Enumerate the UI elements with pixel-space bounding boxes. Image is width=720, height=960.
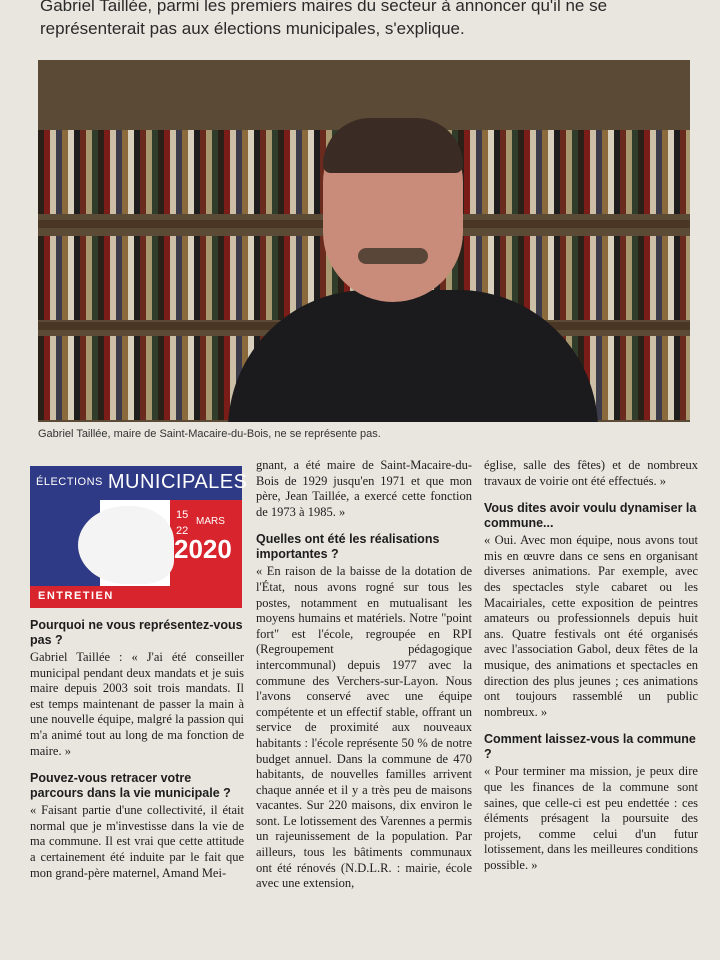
answer-3: « En raison de la baisse de la dotation de l'État, nous avons rogné sur tous les postes, notamment en mutualisant les moyens humains et matériels. Notre "point fort" est l'école, regroupée en RPI (Regroupement pédagogique intercommunal) depuis 1977 avec la commune des Verchers-sur-Layon. Nous l'avons conservé avec une équipe compétente et un effectif stable, offrant un service de proximité aux nouveaux habitants : l'école représente 50 % de notre budget annuel. Dans la commune de 470 habitants, de nouvelles familles arrivent chaque année et il y a très peu de maisons vacantes. Sur 220 maisons, dix environ le sont. Le lotissement des Varennes a permis un rajeunissement de la population. Par ailleurs, tous les bâtiments communaux ont été rénovés (N.D.L.R. : mairie, école avec une extension, xyxy=(256,564,472,891)
answer-2: « Faisant partie d'une collectivité, il était normal que je m'investisse dans la vie de ma commune. Il est vrai que cette attitude a certainement été induite par le fait que mon grand-père maternel, Amand Mei- xyxy=(30,803,244,880)
article-intro: Gabriel Taillée, parmi les premiers maires du secteur à annoncer qu'il ne se représenterait pas aux élections municipales, s'explique. xyxy=(40,0,608,38)
question-4: Vous dites avoir voulu dynamiser la commune... xyxy=(484,501,697,531)
logo-date-start: 15 xyxy=(176,509,189,521)
photo-caption: Gabriel Taillée, maire de Saint-Macaire-du-Bois, ne se représente pas. xyxy=(38,428,381,440)
question-1: Pourquoi ne vous représentez-vous pas ? xyxy=(30,618,243,647)
person-mustache xyxy=(358,248,428,264)
answer-1: Gabriel Taillée : « J'ai été conseiller municipal pendant deux mandats et je suis maire depuis 2003 soit trois mandats. Il est temps maintenant de passer la main à une nouvelle équipe, malgré la passion qui m'a animé tout au long de ma fonction de maire. » xyxy=(30,650,244,758)
answer-2-continued: gnant, a été maire de Saint-Macaire-du-Bois de 1929 jusqu'en 1971 et que mon père, Jean Taillée, a exercé cette fonction de 1973 à 1985. » xyxy=(256,458,472,519)
logo-banner: ENTRETIEN xyxy=(30,586,242,608)
question-3: Quelles ont été les réalisations importantes ? xyxy=(256,532,440,562)
logo-elections-text: ÉLECTIONS xyxy=(36,476,103,489)
elections-logo xyxy=(30,466,248,606)
article-column-1 xyxy=(30,458,248,881)
logo-year: 2020 xyxy=(174,534,232,564)
article-column-2 xyxy=(256,458,472,892)
logo-municipales-text: MUNICIPALES xyxy=(107,471,248,494)
logo-date-end: 22 xyxy=(176,524,189,537)
portrait-photo xyxy=(38,60,690,422)
article-column-3 xyxy=(484,458,698,873)
answer-4: « Oui. Avec mon équipe, nous avons tout mis en œuvre dans ce sens en organisant diverses animations. Par exemple, avec des spectacles style cabaret ou les Macairiales, cette exposition de peintres amateurs ou professionnels depuis huit ans. Quatre festivals ont été organisés avec l'association Gabol, deux fêtes de la musique, des animations et spectacles en direction des plus jeunes ; ces animations ont toujours rassemblé un public nombreux. » xyxy=(484,533,698,719)
question-5: Comment laissez-vous la commune ? xyxy=(484,732,696,762)
question-2: Pouvez-vous retracer votre parcours dans la vie municipale ? xyxy=(30,771,231,801)
logo-month: MARS xyxy=(196,516,225,527)
answer-5: « Pour terminer ma mission, je peux dire que les finances de la commune sont saines, que celle-ci est peu endettée : ces éléments présagent la poursuite des projets, comme celui d'un futur lotissement, dans les meilleures conditions possible. » xyxy=(484,764,698,872)
marianne-icon xyxy=(78,506,174,584)
person-hair xyxy=(323,118,463,173)
answer-3-continued: église, salle des fêtes) et de nombreux travaux de voirie ont été effectués. » xyxy=(484,458,698,488)
